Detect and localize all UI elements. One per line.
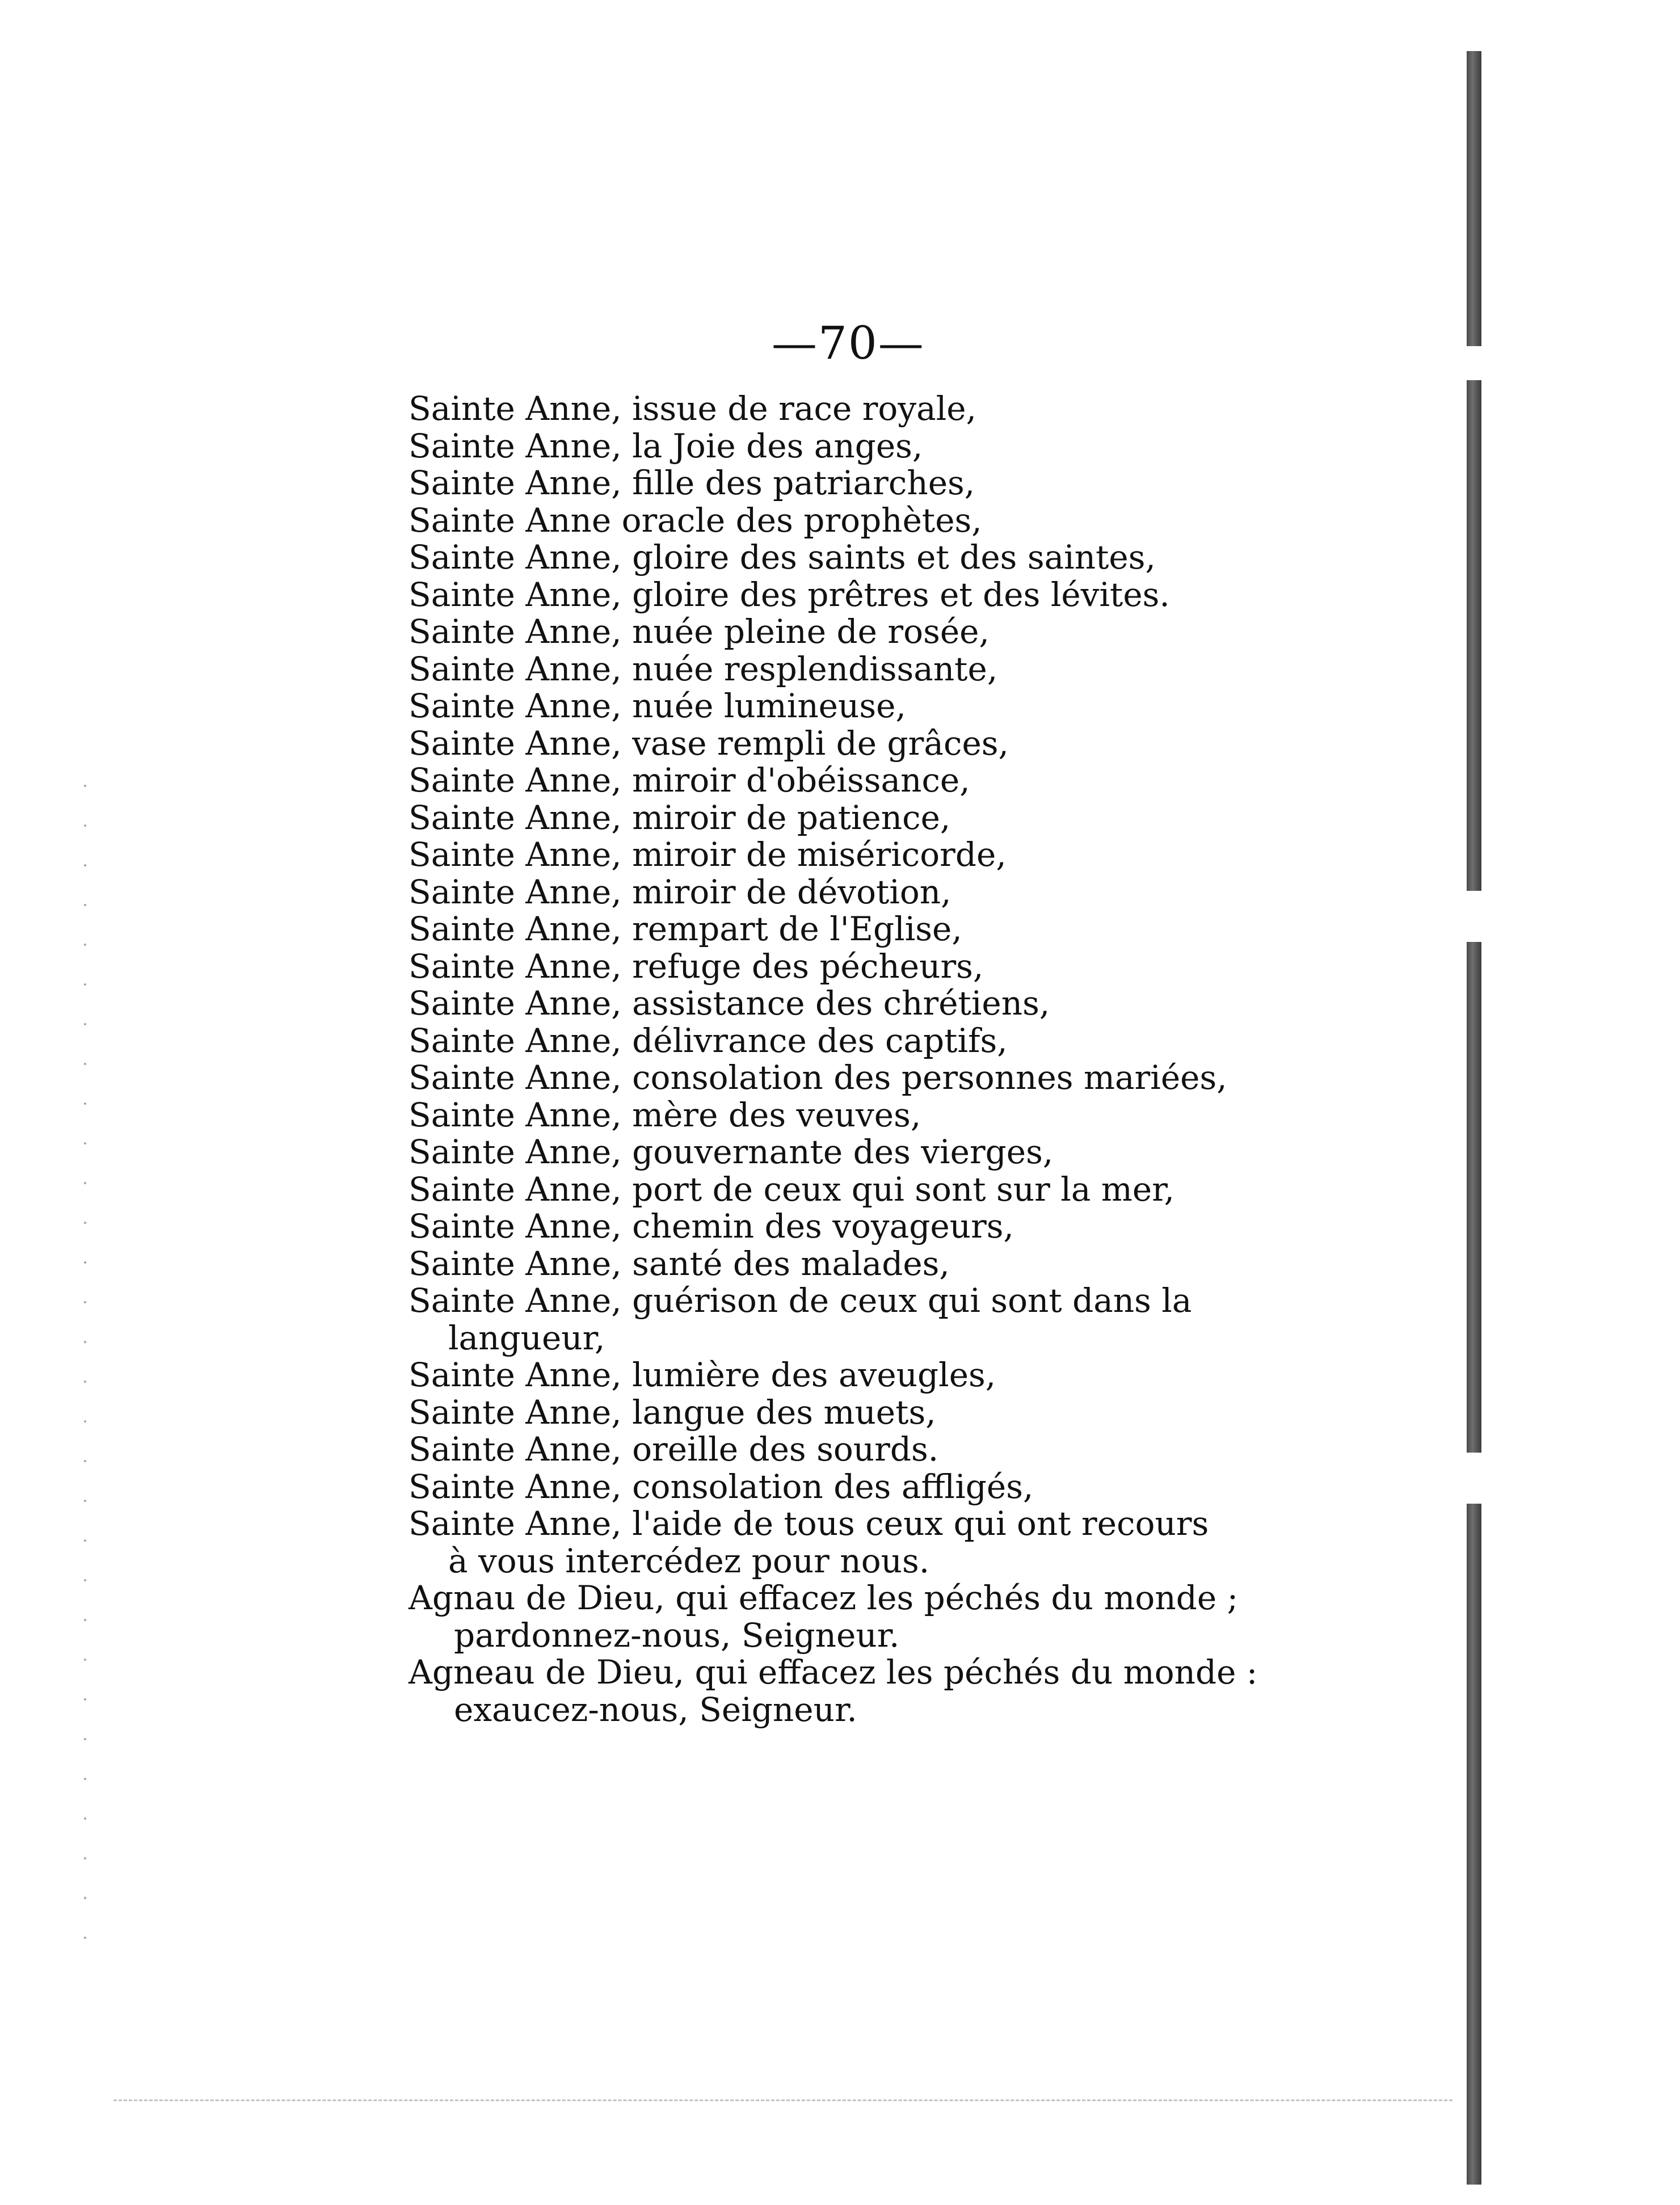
response-line: Agneau de Dieu, qui effacez les péchés du monde : exaucez-nous, Seigneur.	[409, 1654, 1316, 1728]
litany-line: Sainte Anne, consolation des personnes mariées,	[409, 1058, 1227, 1097]
litany-line: Sainte Anne, guérison de ceux qui sont dans la langueur,	[409, 1282, 1316, 1357]
litany-line: Sainte Anne oracle des prophètes,	[409, 500, 982, 540]
line-continuation: à vous intercédez pour nous.	[448, 1541, 930, 1580]
litany-line: Sainte Anne, gloire des prêtres et des lévites.	[409, 575, 1170, 614]
litany-line: Sainte Anne, miroir de dévotion,	[409, 872, 951, 911]
litany-line: Sainte Anne, miroir d'obéissance,	[409, 761, 970, 799]
litany-line: Sainte Anne, mère des veuves,	[409, 1095, 921, 1134]
litany-line: Sainte Anne, rempart de l'Eglise,	[409, 910, 962, 948]
line-continuation: langueur,	[448, 1318, 605, 1357]
litany-line: Sainte Anne, miroir de miséricorde,	[409, 835, 1007, 874]
litany-line: Sainte Anne, consolation des affligés,	[409, 1467, 1034, 1506]
bottom-smudge-line	[113, 2099, 1452, 2101]
litany-line: Sainte Anne, port de ceux qui sont sur la mer,	[409, 1169, 1175, 1209]
litany-line: Sainte Anne, refuge des pécheurs,	[409, 946, 984, 986]
litany-line: Sainte Anne, chemin des voyageurs,	[409, 1207, 1014, 1245]
page-number: —70—	[772, 317, 925, 369]
litany-line: Sainte Anne, lumière des aveugles,	[409, 1356, 996, 1394]
litany-line: Sainte Anne, délivrance des captifs,	[409, 1021, 1008, 1060]
litany-line: Sainte Anne, fille des patriarches,	[409, 464, 975, 502]
response-line: Agnau de Dieu, qui effacez les péchés du monde ; pardonnez-nous, Seigneur.	[409, 1580, 1316, 1654]
binding-gap	[1463, 346, 1485, 380]
litany-line: Sainte Anne, langue des muets,	[409, 1392, 936, 1432]
line-continuation: pardonnez-nous, Seigneur.	[454, 1615, 900, 1655]
binding-gap	[1463, 1453, 1485, 1504]
litany-line: Sainte Anne, nuée pleine de rosée,	[409, 612, 990, 651]
litany-line: Sainte Anne, assistance des chrétiens,	[409, 984, 1050, 1022]
litany-line: Sainte Anne, nuée lumineuse,	[409, 687, 906, 725]
litany-line: Sainte Anne, gouvernante des vierges,	[409, 1133, 1054, 1171]
line-continuation: exaucez-nous, Seigneur.	[454, 1690, 857, 1729]
litany-list	[409, 390, 1316, 1728]
margin-specks	[74, 766, 96, 1958]
binding-gap	[1463, 891, 1485, 942]
litany-line: Sainte Anne, santé des malades,	[409, 1244, 950, 1283]
litany-line: Sainte Anne, oreille des sourds.	[409, 1430, 939, 1468]
litany-line: Sainte Anne, vase rempli de grâces,	[409, 723, 1009, 763]
litany-line: Sainte Anne, issue de race royale,	[409, 389, 977, 428]
litany-line: Sainte Anne, miroir de patience,	[409, 798, 951, 837]
litany-line: Sainte Anne, l'aide de tous ceux qui ont recours à vous intercédez pour nous.	[409, 1505, 1316, 1580]
litany-line: Sainte Anne, gloire des saints et des saintes,	[409, 538, 1156, 577]
litany-line: Sainte Anne, nuée resplendissante,	[409, 649, 998, 688]
litany-line: Sainte Anne, la Joie des anges,	[409, 426, 923, 465]
